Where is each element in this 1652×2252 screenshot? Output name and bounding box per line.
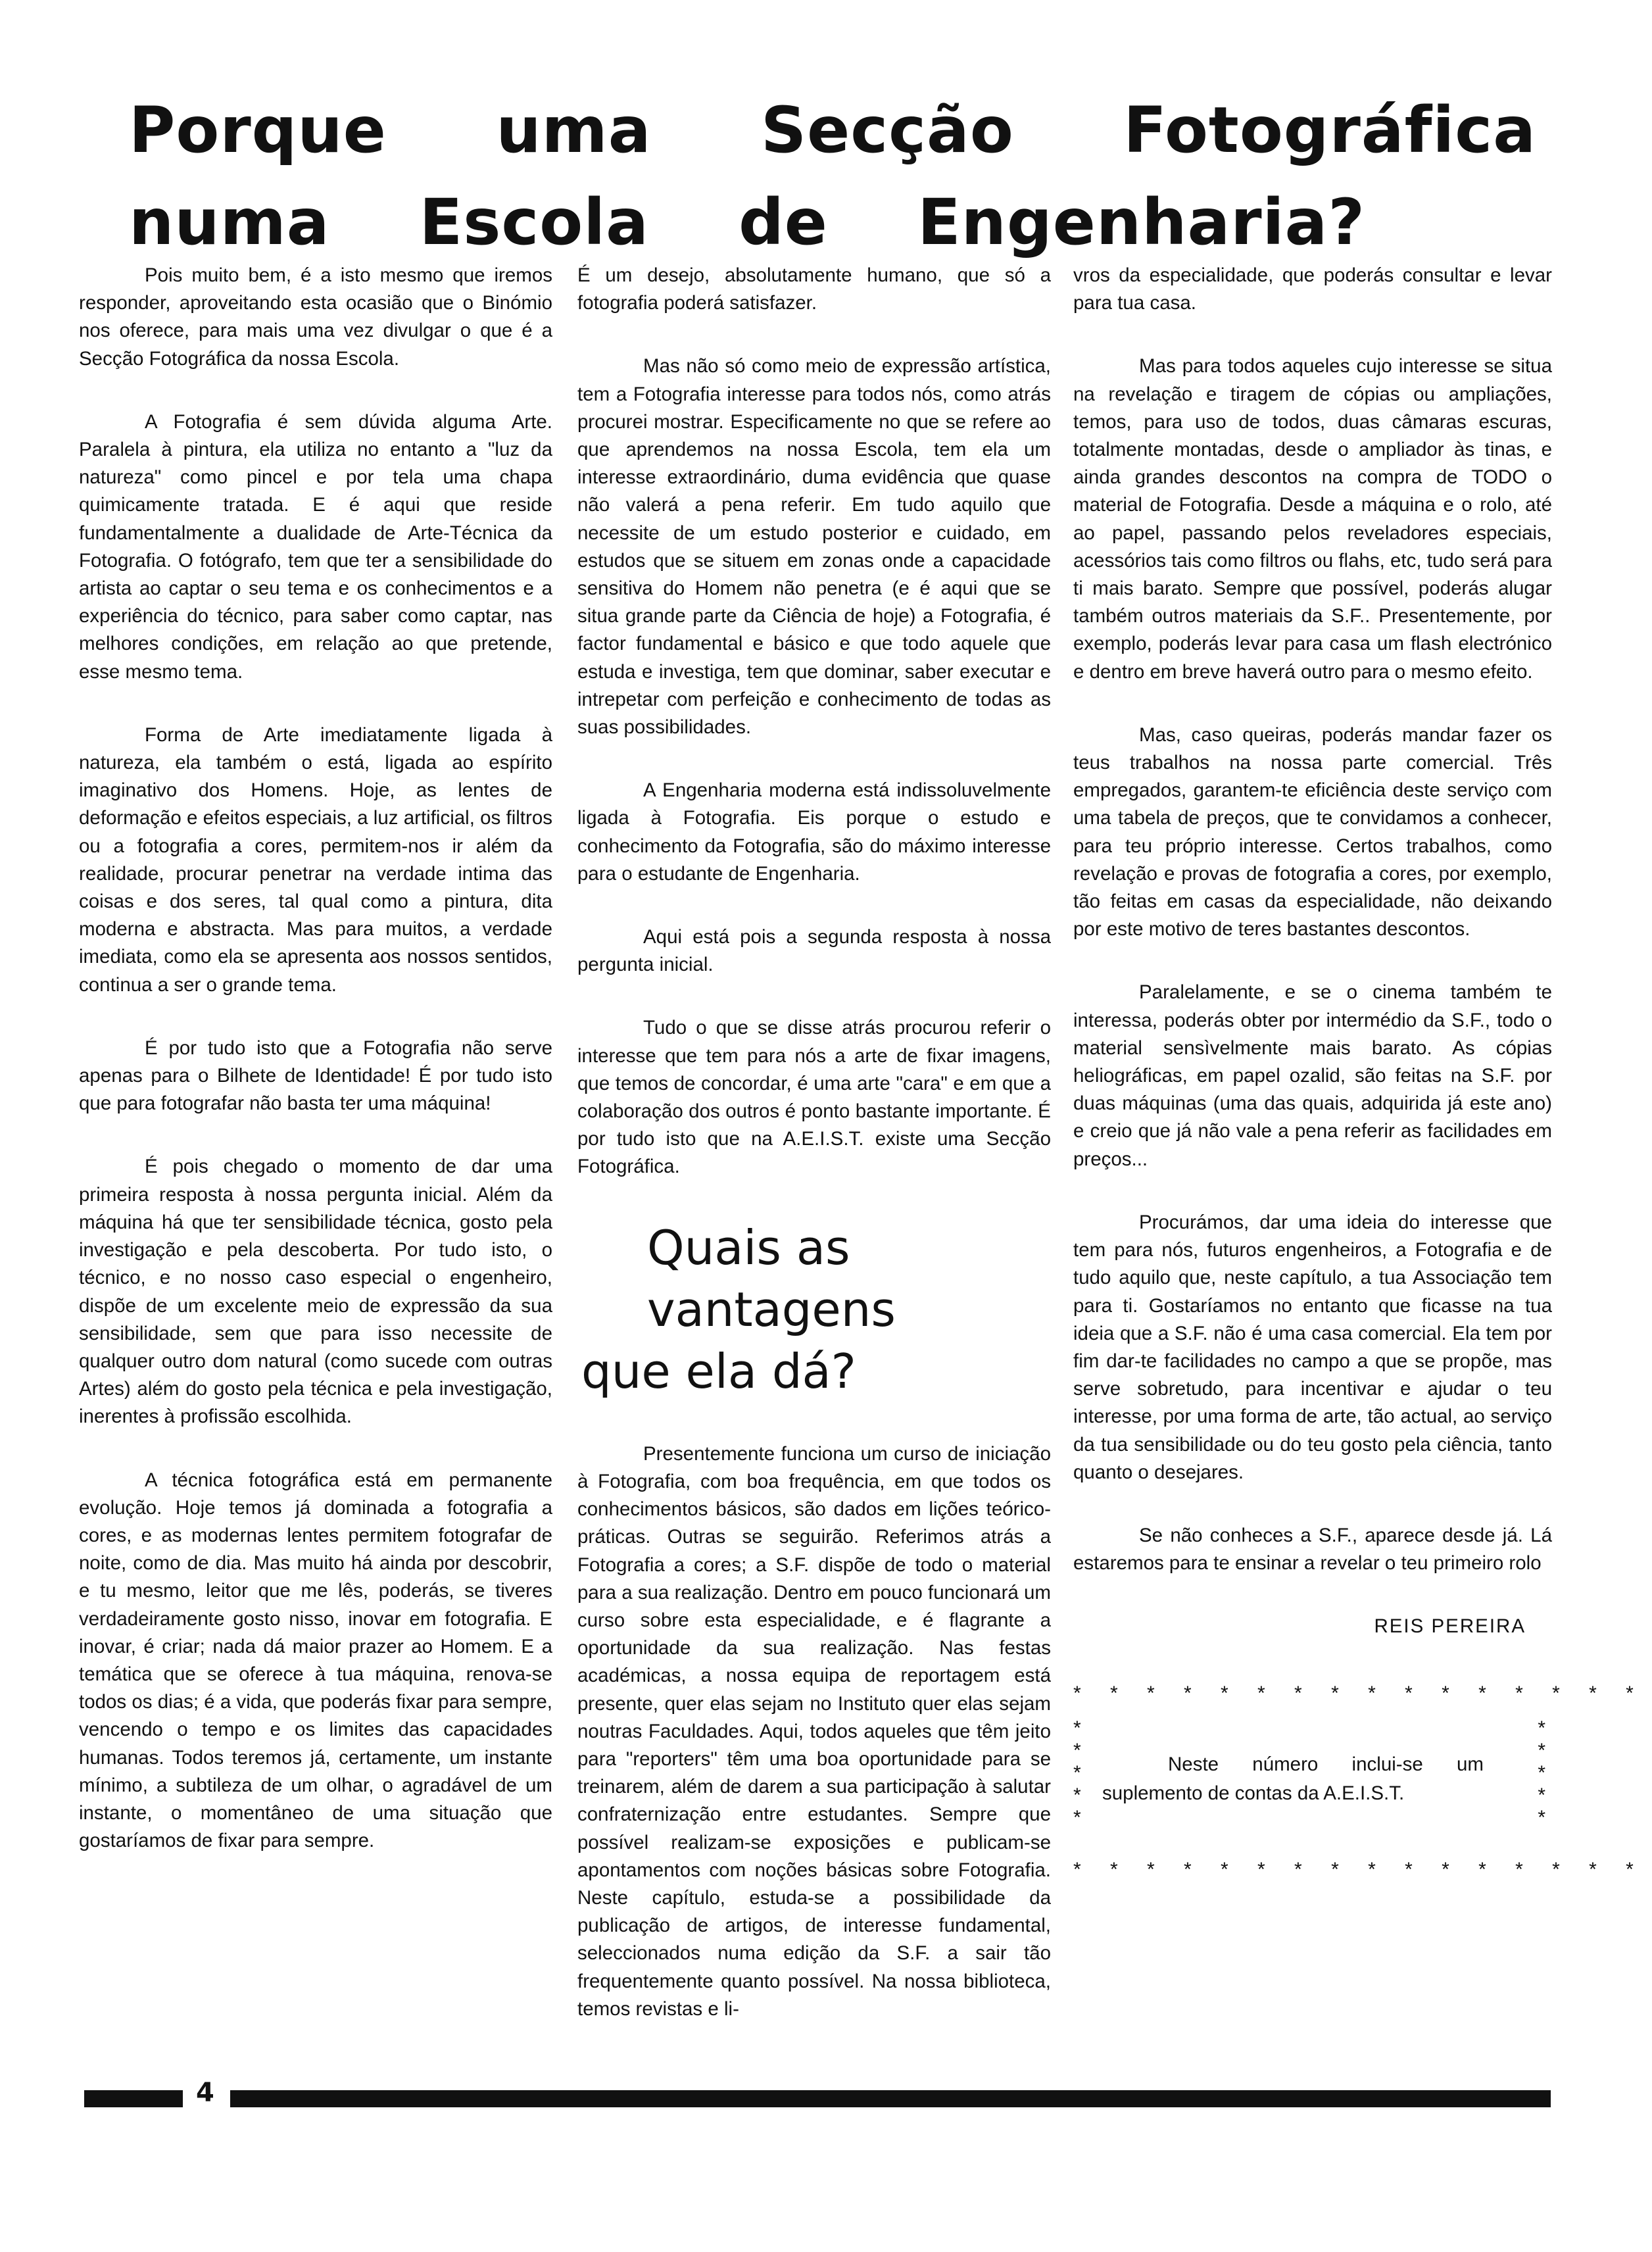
title-word: Fotográfica [1123, 93, 1536, 167]
supplement-note-text [1102, 1750, 1484, 1808]
paragraph: Mas, caso queiras, poderás mandar fazer os teus trabalhos na nossa parte comercial. Três empregados, garantem-te eficiência deste serviço com uma tabela de preços, que te convidamos a conhecer, para teu próprio interesse. Certos trabalhos, como revelação e provas de fotografia a cores, por exemplo, tão feitas em casas da especialidade, não deixando por este motivo de teres bastantes descontos. [1073, 723, 1552, 941]
paragraph: Paralelamente, e se o cinema também te interessa, poderás obter por intermédio da S.F., todo o material sensìvelmente mais barato. As cópias heliográficas, em papel ozalid, são feitas na S.F. por duas máquinas (uma das quais, adquirida já este ano) e creio que já não vale a pena referir as facilidades em preços... [1073, 981, 1552, 1170]
subheading-line: Quais as vantagens [647, 1219, 896, 1337]
footer-rule-left [84, 2090, 183, 2107]
paragraph: Aqui está pois a segunda resposta à nossa pergunta inicial. [577, 926, 1051, 976]
paragraph: Se não conheces a S.F., aparece desde já. Lá estaremos para te ensinar a revelar o teu primeiro rolo [1073, 1524, 1552, 1575]
article-column-2 [577, 262, 1051, 2059]
star-border-top: * * * * * * * * * * * * * * * * [1073, 1682, 1645, 1704]
paragraph: Forma de Arte imediatamente ligada à natureza, ela também o está, ligada ao espírito imaginativo dos Homens. Hoje, as lentes de deformação e efeitos especiais, a luz artificial, os filtros ou a fotografia a cores, permitem-nos ir além da realidade, procurar penetrar na verdade intima das coisas e dos seres, tal qual como a pintura, dita moderna e abstracta. Mas para muitos, a verdade imediata, como ela se apresenta aos nossos sentidos, continua a ser o grande tema. [79, 723, 552, 996]
paragraph: Mas para todos aqueles cujo interesse se situa na revelação e tiragem de cópias ou ampliações, temos, para uso de todos, duas câmaras escuras, totalmente montadas, desde o ampliador às tinas, e ainda grandes descontos na compra de TODO o material de Fotografia. Desde a máquina e o rolo, até ao papel, passando pelos reveladores especiais, acessórios tais como filtros ou flahs, etc, tudo será para ti mais barato. Sempre que possível, poderás alugar também outros materiais da S.F.. Presentemente, por exemplo, poderás levar para casa um flash electrónico e dentro em breve haverá outro para o mesmo efeito. [1073, 355, 1553, 683]
title-word: uma [496, 93, 652, 167]
article-column-1 [79, 262, 552, 1890]
section-subheading [581, 1217, 1051, 1402]
paragraph: Presentemente funciona um curso de iniciação à Fotografia, com boa frequência, em que todos os conhecimentos básicos, são dados em lições teórico-práticas. Outras se seguirão. Referimos atrás a Fotografia a cores; a S.F. dispõe de todo o material para a sua realização. Dentro em pouco funcionará um curso sobre esta especialidade, e é flagrante a oportunidade da sua realização. Nas festas académicas, a nossa equipa de reportagem está presente, quer elas sejam no Instituto quer elas sejam noutras Faculdades. Aqui, todos aqueles que têm jeito para "reporters" têm uma boa oportunidade para se treinarem, além de darem a sua participação à salutar confraternização entre estudantes. Sempre que possível realizam-se exposições e publicam-se apontamentos com noções básicas sobre Fotografia. Neste capítulo, estuda-se a possibilidade da publicação de artigos, de interesse fundamental, seleccionados numa edição da S.F. a sair tão frequentemente quanto possível. Na nossa biblioteca, temos revistas e li- [577, 1442, 1051, 2020]
star-border-right: * * * * * [1538, 1717, 1545, 1828]
paragraph: É pois chegado o momento de dar uma primeira resposta à nossa pergunta inicial. Além da máquina há que ter sensibilidade técnica, gosto pela investigação e pela descoberta. Por tudo isto, o técnico, e no nosso caso especial o engenheiro, dispõe de um excelente meio de expressão da sua sensibilidade, sem que para isso necessite de qualquer outro dom natural (como sucede com outras Artes) além do gosto pela técnica e pela investigação, inerentes à profissão escolhida. [79, 1156, 552, 1428]
paragraph: A Engenharia moderna está indissoluvelmente ligada à Fotografia. Eis porque o estudo e conhecimento da Fotografia, são do máximo interesse para o estudante de Engenharia. [577, 779, 1051, 885]
title-word: Secção [760, 93, 1014, 167]
page-footer [84, 2078, 1551, 2108]
paragraph: Pois muito bem, é a isto mesmo que iremos responder, aproveitando esta ocasião que o Binómio nos oferece, para mais uma vez divulgar o que é a Secção Fotográfica da nossa Escola. [79, 264, 552, 370]
title-word: Porque [129, 93, 387, 167]
paragraph: Procurámos, dar uma ideia do interesse que tem para nós, futuros engenheiros, a Fotografia e de tudo aquilo que, neste capítulo, a tua Associação tem para ti. Gostaríamos no entanto que ficasse na tua ideia que a S.F. não é uma casa comercial. Ela tem por fim dar-te facilidades no campo a que se propõe, mas serve sobretudo, para incentivar e ajudar o teu interesse, por uma forma de arte, tão actual, ao serviço da tua sensibilidade ou do teu gosto pela ciência, tanto quanto o desejares. [1073, 1211, 1552, 1483]
paragraph: É um desejo, absolutamente humano, que só a fotografia poderá satisfazer. [577, 264, 1051, 314]
note-text: Neste número inclui-se um suplemento de contas da A.E.I.S.T. [1102, 1753, 1484, 1804]
paragraph: A Fotografia é sem dúvida alguma Arte. Paralela à pintura, ela utiliza no entanto a "luz da natureza" como pincel e por tela uma chapa quimicamente tratada. E é aqui que reside fundamentalmente a dualidade de Arte-Técnica da Fotografia. O fotógrafo, tem que ter a sensibilidade do artista ao captar o seu tema e os conhecimentos e a experiência do técnico, para saber como captar, nas melhores condições, em relação ao que pretende, esse mesmo tema. [79, 410, 552, 683]
page-title-line-1 [129, 93, 1536, 167]
page-title-line-2 [129, 185, 1365, 259]
title-word: de [739, 185, 828, 259]
paragraph: É por tudo isto que a Fotografia não serve apenas para o Bilhete de Identidade! É por tudo isto que para fotografar não basta ter uma máquina! [79, 1037, 552, 1115]
subheading-line: que ela dá? [581, 1343, 856, 1399]
star-border-left: * * * * * [1073, 1717, 1081, 1828]
paragraph: vros da especialidade, que poderás consultar e levar para tua casa. [1073, 264, 1552, 314]
title-word: numa [129, 185, 330, 259]
paragraph: Tudo o que se disse atrás procurou referir o interesse que tem para nós a arte de fixar imagens, que temos de concordar, é uma arte "cara" e em que a colaboração dos outros é ponto bastante importante. É por tudo isto que na A.E.I.S.T. existe uma Secção Fotográfica. [577, 1017, 1051, 1178]
supplement-note-box [1073, 1679, 1645, 1903]
article-column-3 [1073, 262, 1645, 1903]
page-number: 4 [196, 2078, 214, 2108]
footer-rule-right [230, 2090, 1551, 2107]
star-border-bottom: * * * * * * * * * * * * * * * * [1073, 1858, 1645, 1880]
author-signature: REIS PEREIRA [1374, 1615, 1526, 1638]
title-word: Escola [419, 185, 649, 259]
title-word: Engenharia? [917, 185, 1365, 259]
paragraph: Mas não só como meio de expressão artística, tem a Fotografia interesse para todos nós, como atrás procurei mostrar. Especificamente no que se refere ao que aprendemos na nossa Escola, tem ela um interesse extraordinário, duma evidência que quase não valerá a pena referir. Em tudo aquilo que necessite de um estudo posterior e cuidado, em estudos que se situem em zonas onde a capacidade sensitiva do Homem não penetra (e é aqui que se situa grande parte da Ciência de hoje) a Fotografia, é factor fundamental e básico e que todo aquele que estuda e investiga, tem que dominar, saber executar e intrepetar com perfeição e conhecimento de todas as suas possibilidades. [577, 355, 1051, 739]
paragraph: A técnica fotográfica está em permanente evolução. Hoje temos já dominada a fotografia a cores, e as modernas lentes permitem fotografar de noite, como de dia. Mas muito há ainda por descobrir, e tu mesmo, leitor que me lês, poderás, se tiveres verdadeiramente gosto nisso, inovar em fotografia. E inovar, é criar; nada dá maior prazer ao Homem. E a temática que se oferece à tua máquina, renova-se todos os dias; é a vida, que poderás fixar para sempre, vencendo o tempo e os limites das capacidades humanas. Todos teremos já, certamente, um instante mínimo, a subtileza de um olhar, o agradável de um instante, o momentâneo de uma situação que gostaríamos de fixar para sempre. [79, 1469, 552, 1852]
